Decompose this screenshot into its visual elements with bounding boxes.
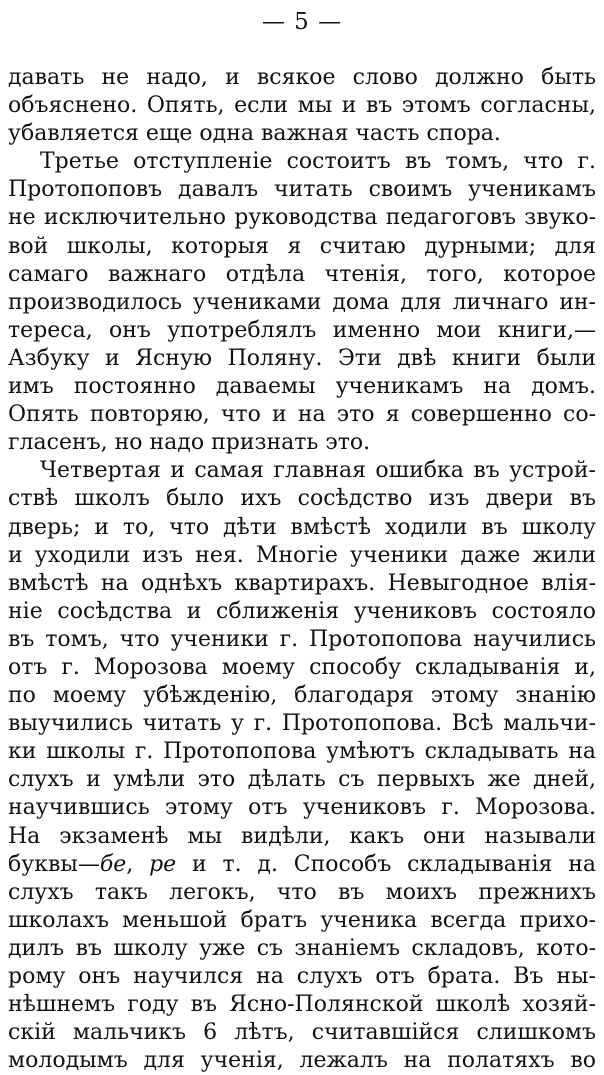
- text-line: производилось учениками дома для личнаго ин-: [8, 289, 596, 315]
- text-fragment: буквы—: [8, 851, 100, 877]
- page-number: — 5 —: [261, 9, 343, 35]
- text-fragment: ,: [126, 851, 150, 877]
- text-line: давать не надо, и всякое слово должно быть: [8, 65, 596, 90]
- text-line: Азбуку и Ясную Поляну. Эти двѣ книги были: [8, 345, 596, 371]
- text-line: и уходили изъ нея. Многіе ученики даже жили: [8, 542, 596, 568]
- text-line: выучились читать у г. Протопопова. Всѣ мальчи-: [8, 711, 596, 737]
- text-line: научившись этому отъ учениковъ г. Морозова.: [8, 795, 596, 821]
- text-line: ствѣ школъ было ихъ сосѣдство изъ двери въ: [8, 486, 596, 512]
- text-line: ніе сосѣдства и сближенія учениковъ состояло: [8, 598, 596, 624]
- text-line: гласенъ, но надо признать это.: [8, 430, 371, 456]
- text-line-with-italics: [8, 851, 596, 879]
- text-line: молодымъ для ученія, лежалъ на полатяхъ во: [8, 1048, 596, 1074]
- text-line: рому онъ научился на слухъ отъ брата. Въ ны-: [8, 964, 596, 989]
- text-line: имъ постоянно даваемы ученикамъ на домъ.: [8, 374, 596, 400]
- text-fragment: и т. д. Способъ складыванія на: [176, 851, 596, 877]
- text-line: вой школы, которыя я считаю дурными; для: [8, 233, 596, 259]
- text-line: не исключительно руководства педагоговъ звуко-: [8, 205, 596, 231]
- text-line: Третье отступленіе состоитъ въ томъ, что г.: [40, 149, 596, 175]
- text-line: убавляется еще одна важная часть спора.: [8, 121, 501, 147]
- text-line: вмѣстѣ на однѣхъ квартирахъ. Невыгодное влія-: [8, 570, 596, 596]
- text-line: объяснено. Опять, если мы и въ этомъ согласны,: [8, 93, 596, 119]
- text-line: самаго важнаго отдѣла чтенія, того, которое: [8, 261, 596, 287]
- text-line: тереса, онъ употреблялъ именно мои книги,—: [8, 317, 596, 343]
- text-line: дверь; и то, что дѣти вмѣстѣ ходили въ школу: [8, 514, 596, 540]
- text-line: дилъ въ школу уже съ знаніемъ складовъ, кото-: [8, 935, 596, 961]
- text-line: нѣшнемъ году въ Ясно-Полянской школѣ хозяй-: [8, 992, 596, 1018]
- text-line: слухъ и умѣли это дѣлать съ первыхъ же дней,: [8, 767, 596, 793]
- text-line: школахъ меньшой братъ ученика всегда прихо-: [8, 907, 596, 933]
- italic-syllable: бе: [99, 851, 127, 877]
- text-line: въ томъ, что ученики г. Протопопова научились: [8, 626, 596, 652]
- text-line: Протопоповъ давалъ читать своимъ ученикамъ: [8, 177, 596, 203]
- text-line: Опять повторяю, что и на это я совершенно со-: [8, 402, 596, 428]
- text-line: На экзаменѣ мы видѣли, какъ они называли: [8, 823, 596, 849]
- italic-syllable: ре: [149, 851, 177, 877]
- text-line: скій мальчикъ 6 лѣтъ, считавшійся слишкомъ: [8, 1020, 596, 1046]
- text-line: отъ г. Морозова моему способу складыванія и,: [8, 654, 596, 680]
- text-line: по моему убѣжденію, благодаря этому знанію: [8, 683, 596, 709]
- text-line: слухъ такъ легокъ, что въ моихъ прежнихъ: [8, 879, 596, 905]
- text-line: ки школы г. Протопопова умѣютъ складывать на: [8, 739, 596, 765]
- text-line: Четвертая и самая главная ошибка въ устрой-: [40, 458, 596, 484]
- body-text: [8, 64, 596, 1075]
